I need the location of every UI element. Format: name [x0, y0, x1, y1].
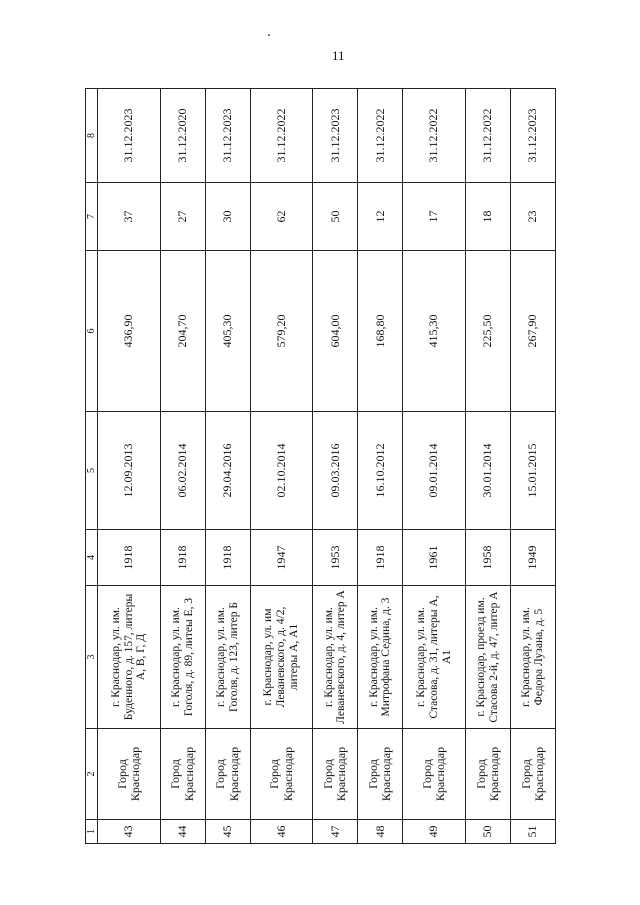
city-cell: Город Краснодар: [511, 729, 556, 820]
residents-cell: 12: [358, 183, 403, 251]
page-number: 11: [332, 48, 345, 63]
deadline-cell: 31.12.2022: [358, 89, 403, 183]
area-cell: 415,30: [403, 251, 466, 412]
column-number: 3: [86, 586, 98, 729]
column-number-row: [86, 89, 98, 844]
address-cell: г. Краснодар, ул. им. Буденного, д. 157, литеры А, В, Г, Д: [98, 586, 161, 729]
year-cell: 1953: [313, 530, 358, 586]
column-number: 4: [86, 530, 98, 586]
row-number: 50: [466, 820, 511, 844]
date-cell: 02.10.2014: [250, 412, 313, 530]
year-cell: 1918: [358, 530, 403, 586]
city-cell: Город Краснодар: [466, 729, 511, 820]
scan-speck: [268, 34, 270, 36]
deadline-cell: 31.12.2022: [250, 89, 313, 183]
residents-cell: 30: [205, 183, 250, 251]
column-number: 5: [86, 412, 98, 530]
city-cell: Город Краснодар: [160, 729, 205, 820]
year-cell: 1918: [160, 530, 205, 586]
address-cell: г. Краснодар, ул. им. Гоголя, д. 123, литер Б: [205, 586, 250, 729]
residents-cell: 18: [466, 183, 511, 251]
area-cell: 267,90: [511, 251, 556, 412]
address-cell: г. Краснодар, ул. им Леваневского, д. 4/2, литеры А, А1: [250, 586, 313, 729]
area-cell: 225,50: [466, 251, 511, 412]
deadline-cell: 31.12.2022: [403, 89, 466, 183]
deadline-cell: 31.12.2023: [98, 89, 161, 183]
year-cell: 1918: [205, 530, 250, 586]
address-cell: г. Краснодар, ул. им. Федора Лузана, д. 5: [511, 586, 556, 729]
table-row: [160, 89, 205, 844]
table-row: [466, 89, 511, 844]
rotated-table: [85, 89, 556, 844]
table-row: [313, 89, 358, 844]
row-number: 45: [205, 820, 250, 844]
date-cell: 15.01.2015: [511, 412, 556, 530]
row-number: 44: [160, 820, 205, 844]
column-number: 6: [86, 251, 98, 412]
city-cell: Город Краснодар: [313, 729, 358, 820]
year-cell: 1961: [403, 530, 466, 586]
city-cell: Город Краснодар: [403, 729, 466, 820]
deadline-cell: 31.12.2023: [511, 89, 556, 183]
date-cell: 12.09.2013: [98, 412, 161, 530]
address-cell: г. Краснодар, ул. им. Митрофана Седина, д. 3: [358, 586, 403, 729]
table-row: [250, 89, 313, 844]
address-cell: г. Краснодар, ул. им. Леваневского, д. 4, литер А: [313, 586, 358, 729]
residents-cell: 62: [250, 183, 313, 251]
area-cell: 436,90: [98, 251, 161, 412]
area-cell: 168,80: [358, 251, 403, 412]
row-number: 47: [313, 820, 358, 844]
address-cell: г. Краснодар, ул. им. Гоголя, д. 89, литеы Е, З: [160, 586, 205, 729]
city-cell: Город Краснодар: [250, 729, 313, 820]
deadline-cell: 31.12.2022: [466, 89, 511, 183]
date-cell: 29.04.2016: [205, 412, 250, 530]
address-cell: г. Краснодар, ул. им. Стасова, д. 31, литеры А, А1: [403, 586, 466, 729]
area-cell: 405,30: [205, 251, 250, 412]
column-number: 8: [86, 89, 98, 183]
row-number: 46: [250, 820, 313, 844]
deadline-cell: 31.12.2023: [205, 89, 250, 183]
table-row: [403, 89, 466, 844]
year-cell: 1958: [466, 530, 511, 586]
column-number: 7: [86, 183, 98, 251]
row-number: 43: [98, 820, 161, 844]
residents-cell: 17: [403, 183, 466, 251]
year-cell: 1918: [98, 530, 161, 586]
row-number: 49: [403, 820, 466, 844]
year-cell: 1947: [250, 530, 313, 586]
date-cell: 09.03.2016: [313, 412, 358, 530]
deadline-cell: 31.12.2023: [313, 89, 358, 183]
residents-cell: 50: [313, 183, 358, 251]
area-cell: 604,00: [313, 251, 358, 412]
table-row: [358, 89, 403, 844]
table-row: [98, 89, 161, 844]
city-cell: Город Краснодар: [205, 729, 250, 820]
column-number: 1: [86, 820, 98, 844]
housing-table: [85, 88, 556, 844]
table-row: [511, 89, 556, 844]
date-cell: 09.01.2014: [403, 412, 466, 530]
date-cell: 06.02.2014: [160, 412, 205, 530]
deadline-cell: 31.12.2020: [160, 89, 205, 183]
table-row: [205, 89, 250, 844]
address-cell: г. Краснодар, проезд им. Стасова 2-й, д. 47, литер А: [466, 586, 511, 729]
column-number: 2: [86, 729, 98, 820]
city-cell: Город Краснодар: [98, 729, 161, 820]
year-cell: 1949: [511, 530, 556, 586]
date-cell: 30.01.2014: [466, 412, 511, 530]
residents-cell: 27: [160, 183, 205, 251]
residents-cell: 37: [98, 183, 161, 251]
city-cell: Город Краснодар: [358, 729, 403, 820]
date-cell: 16.10.2012: [358, 412, 403, 530]
row-number: 48: [358, 820, 403, 844]
area-cell: 204,70: [160, 251, 205, 412]
residents-cell: 23: [511, 183, 556, 251]
area-cell: 579,20: [250, 251, 313, 412]
row-number: 51: [511, 820, 556, 844]
